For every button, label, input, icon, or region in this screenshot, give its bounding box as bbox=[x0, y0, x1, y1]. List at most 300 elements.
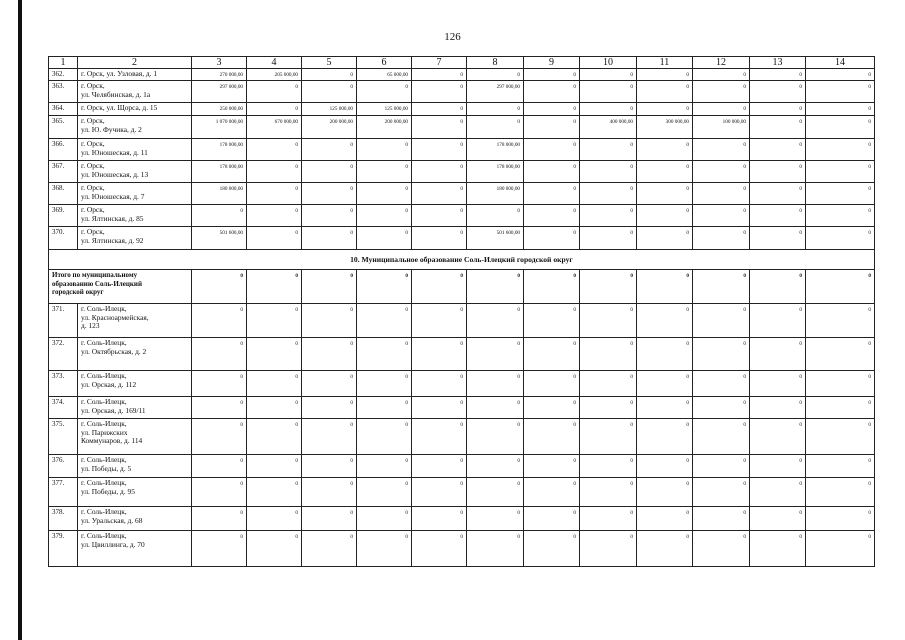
column-number: 4 bbox=[247, 57, 302, 69]
value-cell: 0 bbox=[412, 507, 467, 531]
value-cell: 0 bbox=[693, 478, 750, 507]
value-cell: 0 bbox=[467, 103, 524, 116]
binding-edge bbox=[18, 0, 22, 640]
value-cell: 0 bbox=[247, 478, 302, 507]
total-value-cell: 0 bbox=[750, 270, 806, 304]
value-cell: 0 bbox=[302, 304, 357, 338]
value-cell: 501 600,00 bbox=[192, 227, 247, 250]
address-cell bbox=[78, 371, 192, 397]
value-cell: 0 bbox=[750, 371, 806, 397]
section-row bbox=[49, 250, 875, 270]
value-cell: 0 bbox=[467, 338, 524, 371]
value-cell: 0 bbox=[750, 478, 806, 507]
address-line: г. Соль-Илецк, bbox=[81, 419, 127, 428]
address-line: г. Соль-Илецк, bbox=[81, 507, 127, 516]
value-cell: 0 bbox=[357, 507, 412, 531]
value-cell: 0 bbox=[580, 455, 637, 478]
value-cell: 0 bbox=[192, 478, 247, 507]
address-line: г. Орск, bbox=[81, 227, 105, 236]
address-line: г. Орск, bbox=[81, 183, 105, 192]
value-cell: 0 bbox=[750, 455, 806, 478]
total-label bbox=[49, 270, 192, 304]
total-value-cell: 0 bbox=[192, 270, 247, 304]
value-cell: 0 bbox=[750, 338, 806, 371]
value-cell: 0 bbox=[806, 397, 875, 419]
value-cell: 300 000,00 bbox=[637, 116, 693, 139]
value-cell: 0 bbox=[580, 419, 637, 455]
value-cell: 0 bbox=[750, 161, 806, 183]
value-cell: 0 bbox=[247, 103, 302, 116]
value-cell: 0 bbox=[693, 338, 750, 371]
value-cell: 0 bbox=[524, 81, 580, 103]
value-cell: 0 bbox=[247, 455, 302, 478]
value-cell: 0 bbox=[524, 397, 580, 419]
value-cell: 0 bbox=[357, 183, 412, 205]
value-cell: 1 070 000,00 bbox=[192, 116, 247, 139]
value-cell: 0 bbox=[247, 304, 302, 338]
table-row bbox=[49, 397, 875, 419]
table-row bbox=[49, 371, 875, 397]
value-cell: 0 bbox=[806, 161, 875, 183]
value-cell: 0 bbox=[357, 419, 412, 455]
address-line: ул. Красноармейская, bbox=[81, 312, 149, 322]
value-cell: 0 bbox=[524, 531, 580, 567]
value-cell: 0 bbox=[412, 478, 467, 507]
value-cell: 0 bbox=[580, 81, 637, 103]
address-line: ул. Уральская, д. 68 bbox=[81, 515, 143, 525]
address-line: ул. Октябрьская, д. 2 bbox=[81, 346, 147, 356]
address-line: ул. Юношеская, д. 13 bbox=[81, 169, 149, 179]
address-line: ул. Ю. Фучика, д. 2 bbox=[81, 124, 142, 134]
value-cell: 0 bbox=[524, 478, 580, 507]
column-number: 3 bbox=[192, 57, 247, 69]
value-cell: 0 bbox=[467, 116, 524, 139]
value-cell: 0 bbox=[192, 205, 247, 227]
total-value-cell: 0 bbox=[467, 270, 524, 304]
address-line: г. Соль-Илецк, bbox=[81, 371, 127, 380]
value-cell: 0 bbox=[467, 205, 524, 227]
value-cell: 0 bbox=[750, 227, 806, 250]
table-row bbox=[49, 531, 875, 567]
value-cell: 400 000,00 bbox=[580, 116, 637, 139]
value-cell: 125 000,00 bbox=[302, 103, 357, 116]
value-cell: 0 bbox=[580, 304, 637, 338]
address-line: г. Орск, ул. Щорса, д. 15 bbox=[81, 103, 158, 112]
value-cell: 0 bbox=[524, 419, 580, 455]
value-cell: 0 bbox=[467, 531, 524, 567]
value-cell: 0 bbox=[637, 227, 693, 250]
value-cell: 0 bbox=[580, 397, 637, 419]
value-cell: 0 bbox=[693, 183, 750, 205]
row-number: 362. bbox=[49, 69, 78, 81]
address-cell bbox=[78, 507, 192, 531]
value-cell: 0 bbox=[637, 531, 693, 567]
value-cell: 0 bbox=[693, 507, 750, 531]
address-cell bbox=[78, 161, 192, 183]
row-number: 377. bbox=[49, 478, 78, 507]
value-cell: 0 bbox=[357, 478, 412, 507]
value-cell: 0 bbox=[580, 139, 637, 161]
address-cell bbox=[78, 69, 192, 81]
value-cell: 0 bbox=[806, 338, 875, 371]
table-row bbox=[49, 183, 875, 205]
address-cell bbox=[78, 103, 192, 116]
value-cell: 0 bbox=[302, 205, 357, 227]
value-cell: 0 bbox=[192, 455, 247, 478]
value-cell: 0 bbox=[302, 139, 357, 161]
value-cell: 0 bbox=[806, 371, 875, 397]
value-cell: 0 bbox=[412, 183, 467, 205]
value-cell: 297 000,00 bbox=[467, 81, 524, 103]
value-cell: 0 bbox=[693, 103, 750, 116]
value-cell: 0 bbox=[247, 397, 302, 419]
address-line: ул. Ялтинская, д. 85 bbox=[81, 213, 144, 223]
value-cell: 0 bbox=[750, 81, 806, 103]
address-cell bbox=[78, 227, 192, 250]
value-cell: 0 bbox=[693, 419, 750, 455]
row-number: 371. bbox=[49, 304, 78, 338]
value-cell: 0 bbox=[580, 69, 637, 81]
value-cell: 0 bbox=[524, 371, 580, 397]
value-cell: 0 bbox=[302, 507, 357, 531]
total-value-cell: 0 bbox=[693, 270, 750, 304]
value-cell: 178 000,00 bbox=[192, 161, 247, 183]
row-number: 370. bbox=[49, 227, 78, 250]
value-cell: 0 bbox=[524, 205, 580, 227]
value-cell: 0 bbox=[750, 397, 806, 419]
value-cell: 0 bbox=[357, 161, 412, 183]
value-cell: 0 bbox=[693, 161, 750, 183]
table-row bbox=[49, 478, 875, 507]
value-cell: 0 bbox=[524, 304, 580, 338]
value-cell: 0 bbox=[412, 103, 467, 116]
column-number: 6 bbox=[357, 57, 412, 69]
value-cell: 0 bbox=[750, 139, 806, 161]
value-cell: 0 bbox=[806, 81, 875, 103]
value-cell: 0 bbox=[467, 304, 524, 338]
row-number: 363. bbox=[49, 81, 78, 103]
table-row bbox=[49, 304, 875, 338]
column-number: 11 bbox=[637, 57, 693, 69]
address-line: ул. Ялтинская, д. 92 bbox=[81, 235, 144, 245]
value-cell: 0 bbox=[467, 397, 524, 419]
value-cell: 0 bbox=[302, 455, 357, 478]
row-number: 379. bbox=[49, 531, 78, 567]
value-cell: 0 bbox=[357, 304, 412, 338]
value-cell: 0 bbox=[693, 205, 750, 227]
row-number: 366. bbox=[49, 139, 78, 161]
table-row bbox=[49, 81, 875, 103]
value-cell: 0 bbox=[247, 507, 302, 531]
value-cell: 0 bbox=[750, 304, 806, 338]
value-cell: 65 000,00 bbox=[357, 69, 412, 81]
total-value-cell: 0 bbox=[806, 270, 875, 304]
page-number: 126 bbox=[444, 31, 461, 43]
value-cell: 0 bbox=[467, 371, 524, 397]
value-cell: 0 bbox=[637, 419, 693, 455]
value-cell: 0 bbox=[524, 338, 580, 371]
row-number: 374. bbox=[49, 397, 78, 419]
value-cell: 178 000,00 bbox=[467, 139, 524, 161]
value-cell: 0 bbox=[637, 455, 693, 478]
value-cell: 0 bbox=[357, 455, 412, 478]
table-body bbox=[49, 57, 875, 567]
address-line: ул. Орская, д. 112 bbox=[81, 379, 137, 389]
value-cell: 0 bbox=[637, 161, 693, 183]
value-cell: 0 bbox=[412, 81, 467, 103]
table-row bbox=[49, 227, 875, 250]
section-title: 10. Муниципальное образование Соль-Илецкий городской округ bbox=[49, 250, 875, 270]
value-cell: 0 bbox=[580, 205, 637, 227]
column-number: 12 bbox=[693, 57, 750, 69]
column-number: 9 bbox=[524, 57, 580, 69]
value-cell: 0 bbox=[637, 304, 693, 338]
value-cell: 0 bbox=[247, 183, 302, 205]
row-number: 367. bbox=[49, 161, 78, 183]
value-cell: 0 bbox=[412, 161, 467, 183]
address-cell bbox=[78, 419, 192, 455]
value-cell: 0 bbox=[302, 478, 357, 507]
value-cell: 0 bbox=[247, 531, 302, 567]
address-cell bbox=[78, 139, 192, 161]
value-cell: 0 bbox=[247, 81, 302, 103]
address-line: г. Соль-Илецк, bbox=[81, 338, 127, 347]
value-cell: 0 bbox=[247, 205, 302, 227]
address-line: ул. Парижских bbox=[81, 427, 128, 437]
address-line: образованию Соль-Илецкий bbox=[52, 279, 142, 288]
value-cell: 0 bbox=[806, 531, 875, 567]
total-value-cell: 0 bbox=[357, 270, 412, 304]
value-cell: 0 bbox=[637, 81, 693, 103]
value-cell: 0 bbox=[750, 419, 806, 455]
address-cell bbox=[78, 304, 192, 338]
value-cell: 0 bbox=[467, 478, 524, 507]
value-cell: 0 bbox=[357, 81, 412, 103]
value-cell: 0 bbox=[806, 103, 875, 116]
value-cell: 0 bbox=[580, 227, 637, 250]
table-row bbox=[49, 103, 875, 116]
value-cell: 0 bbox=[302, 81, 357, 103]
address-line: г. Соль-Илецк, bbox=[81, 397, 127, 406]
value-cell: 180 000,00 bbox=[192, 183, 247, 205]
value-cell: 0 bbox=[357, 227, 412, 250]
address-cell bbox=[78, 338, 192, 371]
value-cell: 0 bbox=[524, 103, 580, 116]
value-cell: 0 bbox=[412, 227, 467, 250]
column-number: 10 bbox=[580, 57, 637, 69]
row-number: 365. bbox=[49, 116, 78, 139]
address-line: г. Соль-Илецк, bbox=[81, 304, 127, 313]
value-cell: 0 bbox=[192, 419, 247, 455]
value-cell: 0 bbox=[524, 69, 580, 81]
table-row bbox=[49, 455, 875, 478]
total-value-cell: 0 bbox=[524, 270, 580, 304]
address-line: г. Соль-Илецк, bbox=[81, 455, 127, 464]
table-row bbox=[49, 205, 875, 227]
value-cell: 0 bbox=[750, 507, 806, 531]
row-number: 368. bbox=[49, 183, 78, 205]
address-line: ул. Юношеская, д. 11 bbox=[81, 147, 148, 157]
total-value-cell: 0 bbox=[302, 270, 357, 304]
column-number: 8 bbox=[467, 57, 524, 69]
value-cell: 0 bbox=[524, 116, 580, 139]
value-cell: 0 bbox=[524, 227, 580, 250]
value-cell: 0 bbox=[357, 205, 412, 227]
value-cell: 178 000,00 bbox=[467, 161, 524, 183]
value-cell: 0 bbox=[580, 338, 637, 371]
value-cell: 0 bbox=[247, 139, 302, 161]
value-cell: 0 bbox=[806, 139, 875, 161]
address-line: г. Орск, bbox=[81, 116, 105, 125]
value-cell: 0 bbox=[467, 419, 524, 455]
address-line: ул. Юношеская, д. 7 bbox=[81, 191, 145, 201]
row-number: 376. bbox=[49, 455, 78, 478]
table-row bbox=[49, 161, 875, 183]
value-cell: 0 bbox=[580, 103, 637, 116]
value-cell: 0 bbox=[693, 69, 750, 81]
value-cell: 0 bbox=[302, 371, 357, 397]
value-cell: 0 bbox=[357, 371, 412, 397]
value-cell: 0 bbox=[637, 371, 693, 397]
value-cell: 0 bbox=[806, 205, 875, 227]
total-value-cell: 0 bbox=[580, 270, 637, 304]
value-cell: 0 bbox=[637, 338, 693, 371]
address-line: г. Орск, bbox=[81, 205, 105, 214]
value-cell: 0 bbox=[467, 507, 524, 531]
value-cell: 0 bbox=[467, 455, 524, 478]
value-cell: 0 bbox=[693, 397, 750, 419]
address-cell bbox=[78, 455, 192, 478]
value-cell: 100 000,00 bbox=[693, 116, 750, 139]
value-cell: 0 bbox=[247, 161, 302, 183]
address-line: г. Орск, ул. Узловая, д. 1 bbox=[81, 69, 158, 78]
value-cell: 0 bbox=[247, 338, 302, 371]
value-cell: 0 bbox=[412, 304, 467, 338]
total-value-cell: 0 bbox=[412, 270, 467, 304]
value-cell: 0 bbox=[637, 69, 693, 81]
value-cell: 0 bbox=[806, 116, 875, 139]
address-line: ул. Победы, д. 95 bbox=[81, 486, 135, 496]
address-line: ул. Орская, д. 169/11 bbox=[81, 405, 146, 415]
value-cell: 0 bbox=[580, 507, 637, 531]
value-cell: 0 bbox=[806, 478, 875, 507]
total-value-cell: 0 bbox=[637, 270, 693, 304]
value-cell: 0 bbox=[637, 397, 693, 419]
value-cell: 178 000,00 bbox=[192, 139, 247, 161]
address-cell bbox=[78, 397, 192, 419]
address-line: г. Орск, bbox=[81, 139, 105, 148]
address-line: Коммунаров, д. 114 bbox=[81, 436, 143, 445]
value-cell: 200 000,00 bbox=[302, 116, 357, 139]
table-row bbox=[49, 139, 875, 161]
address-line: г. Соль-Илецк, bbox=[81, 531, 127, 540]
value-cell: 200 000,00 bbox=[357, 116, 412, 139]
value-cell: 297 000,00 bbox=[192, 81, 247, 103]
row-number: 369. bbox=[49, 205, 78, 227]
value-cell: 0 bbox=[806, 183, 875, 205]
value-cell: 0 bbox=[524, 455, 580, 478]
address-cell bbox=[78, 531, 192, 567]
value-cell: 0 bbox=[412, 139, 467, 161]
address-line: ул. Цвиллинга, д. 70 bbox=[81, 539, 145, 549]
value-cell: 205 000,00 bbox=[247, 69, 302, 81]
value-cell: 0 bbox=[357, 139, 412, 161]
column-number: 7 bbox=[412, 57, 467, 69]
value-cell: 0 bbox=[580, 478, 637, 507]
row-number: 364. bbox=[49, 103, 78, 116]
table-row bbox=[49, 116, 875, 139]
address-cell bbox=[78, 205, 192, 227]
value-cell: 0 bbox=[302, 227, 357, 250]
value-cell: 0 bbox=[192, 531, 247, 567]
value-cell: 0 bbox=[806, 419, 875, 455]
value-cell: 0 bbox=[302, 338, 357, 371]
value-cell: 0 bbox=[750, 531, 806, 567]
value-cell: 0 bbox=[637, 205, 693, 227]
value-cell: 250 000,00 bbox=[192, 103, 247, 116]
value-cell: 0 bbox=[806, 507, 875, 531]
value-cell: 0 bbox=[302, 531, 357, 567]
address-line: г. Орск, bbox=[81, 161, 105, 170]
program-table bbox=[48, 56, 875, 567]
value-cell: 0 bbox=[580, 161, 637, 183]
row-number: 378. bbox=[49, 507, 78, 531]
value-cell: 0 bbox=[580, 371, 637, 397]
value-cell: 0 bbox=[750, 103, 806, 116]
value-cell: 0 bbox=[357, 338, 412, 371]
column-number: 2 bbox=[78, 57, 192, 69]
value-cell: 0 bbox=[524, 139, 580, 161]
value-cell: 0 bbox=[412, 455, 467, 478]
value-cell: 0 bbox=[412, 69, 467, 81]
value-cell: 0 bbox=[247, 371, 302, 397]
address-line: ул. Победы, д. 5 bbox=[81, 463, 132, 473]
value-cell: 0 bbox=[693, 81, 750, 103]
value-cell: 0 bbox=[412, 205, 467, 227]
value-cell: 0 bbox=[693, 304, 750, 338]
row-number: 375. bbox=[49, 419, 78, 455]
column-number: 5 bbox=[302, 57, 357, 69]
value-cell: 0 bbox=[693, 139, 750, 161]
value-cell: 501 600,00 bbox=[467, 227, 524, 250]
value-cell: 0 bbox=[637, 507, 693, 531]
value-cell: 0 bbox=[806, 227, 875, 250]
column-number: 13 bbox=[750, 57, 806, 69]
address-line: г. Орск, bbox=[81, 81, 105, 90]
value-cell: 0 bbox=[467, 69, 524, 81]
table-row bbox=[49, 419, 875, 455]
value-cell: 0 bbox=[357, 531, 412, 567]
value-cell: 0 bbox=[580, 183, 637, 205]
value-cell: 0 bbox=[192, 397, 247, 419]
address-line: г. Соль-Илецк, bbox=[81, 478, 127, 487]
value-cell: 0 bbox=[693, 371, 750, 397]
value-cell: 0 bbox=[637, 139, 693, 161]
value-cell: 0 bbox=[524, 183, 580, 205]
value-cell: 0 bbox=[637, 103, 693, 116]
value-cell: 0 bbox=[302, 161, 357, 183]
row-number: 372. bbox=[49, 338, 78, 371]
address-line: ул. Челябинская, д. 1а bbox=[81, 89, 151, 99]
value-cell: 125 000,00 bbox=[357, 103, 412, 116]
row-number: 373. bbox=[49, 371, 78, 397]
address-cell bbox=[78, 116, 192, 139]
value-cell: 0 bbox=[806, 304, 875, 338]
value-cell: 0 bbox=[412, 397, 467, 419]
value-cell: 0 bbox=[192, 338, 247, 371]
value-cell: 0 bbox=[247, 419, 302, 455]
table-row bbox=[49, 338, 875, 371]
